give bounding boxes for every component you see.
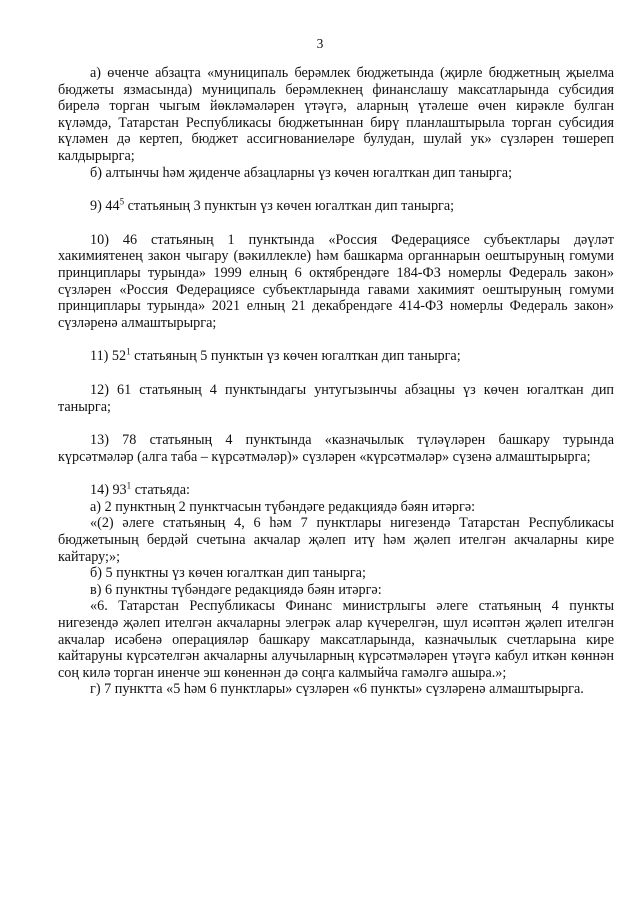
paragraph-b1: б) алтынчы һәм җиденче абзацларны үз көчен югалткан дип танырга; xyxy=(90,164,513,181)
quote-point-2: «(2) әлеге статьяның 4, 6 һәм 7 пунктлары нигезендә Татарстан Республикасы бюджетының бердәй счетына акчалар җәлеп итү һәм җәлеп ителгән акчаларны кире кайтару;»; xyxy=(58,515,614,565)
item-11: 11) $52^1$ статьяның 5 пунктын үз көчен югалткан дип танырга; xyxy=(90,346,461,365)
sub-item-g: г) 7 пунктта «5 һәм 6 пунктлары» сүзләрен «6 пункты» сүзләренә алмаштырырга. xyxy=(90,681,584,698)
sub-item-b: б) 5 пунктны үз көчен югалткан дип танырга; xyxy=(90,565,366,582)
item-14: 14) $93^1$ статьяда: xyxy=(90,480,190,499)
paragraph-a1: а) өченче абзацта «муниципаль берәмлек бюджетында (җирле бюджетның җыелма бюджеты язмасында) муниципаль берәмлекнең финанслашу максатларында субсидия бирелә торган чыгым йөкләмәләрен үтәүгә, аларның үтәлеше өчен кирәкле булган күләмдә, Татарстан Республикасы бюджетыннан бирү планлаштырыла торган субсидия күләмен дә кертеп, бюджет ассигнованиеләре булудан, шулай ук» сүзләрен төшереп калдырырга; xyxy=(58,65,614,164)
page-number: 3 xyxy=(316,36,324,51)
item-13: 13) 78 статьяның 4 пунктында «казначылык түләүләрен башкару турында күрсәтмәләр (алга таба – күрсәтмәләр)» сүзләрен «күрсәтмәләр» сүзенә алмаштырырга; xyxy=(58,432,614,465)
item-10: 10) 46 статьяның 1 пунктында «Россия Федерациясе субъектлары дәүләт хакимиятенең закон чыгару (вәкиллекле) һәм башкарма органнарын оештыруның гомуми принциплары турында» 1999 елның 6 октябрендәге 184-ФЗ номерлы Федераль закон» сүзләрен «Россия Федерациясе субъектларында гавами хакимият оештыруның гомуми принциплары турында» 2021 елның 21 декабрендәге 414-ФЗ номерлы Федераль закон» сүзләренә алмаштырырга; xyxy=(58,231,614,331)
item-12: 12) 61 статьяның 4 пунктындагы унтугызынчы абзацны үз көчен югалткан дип танырга; xyxy=(58,381,614,415)
quote-point-6: «6. Татарстан Республикасы Финанс министрлыгы әлеге статьяның 4 пункты нигезендә җәлеп ителгән акчаларны элегрәк алар күчерелгән, шул исәптән җәлеп ителгән акчалар исәбенә операцияләр башкару максатларында, казначылык счетларына кире кайтаруны күрсәтелгән акчаларны алучыларның күрсәтмәләрен үтәүгә кабул иткән көннән соң килә торган иненче эш көненнән дә соңга калмыйча гамәлгә ашыра.»; xyxy=(58,598,614,681)
document-body xyxy=(58,65,614,698)
item-9: 9) $44^5$ статьяның 3 пунктын үз көчен югалткан дип танырга; xyxy=(90,196,455,215)
sub-item-a: а) 2 пунктның 2 пунктчасын түбәндәге редакциядә бәян итәргә: xyxy=(90,498,476,515)
sub-item-v: в) 6 пунктны түбәндәге редакциядә бәян итәргә: xyxy=(90,581,382,598)
